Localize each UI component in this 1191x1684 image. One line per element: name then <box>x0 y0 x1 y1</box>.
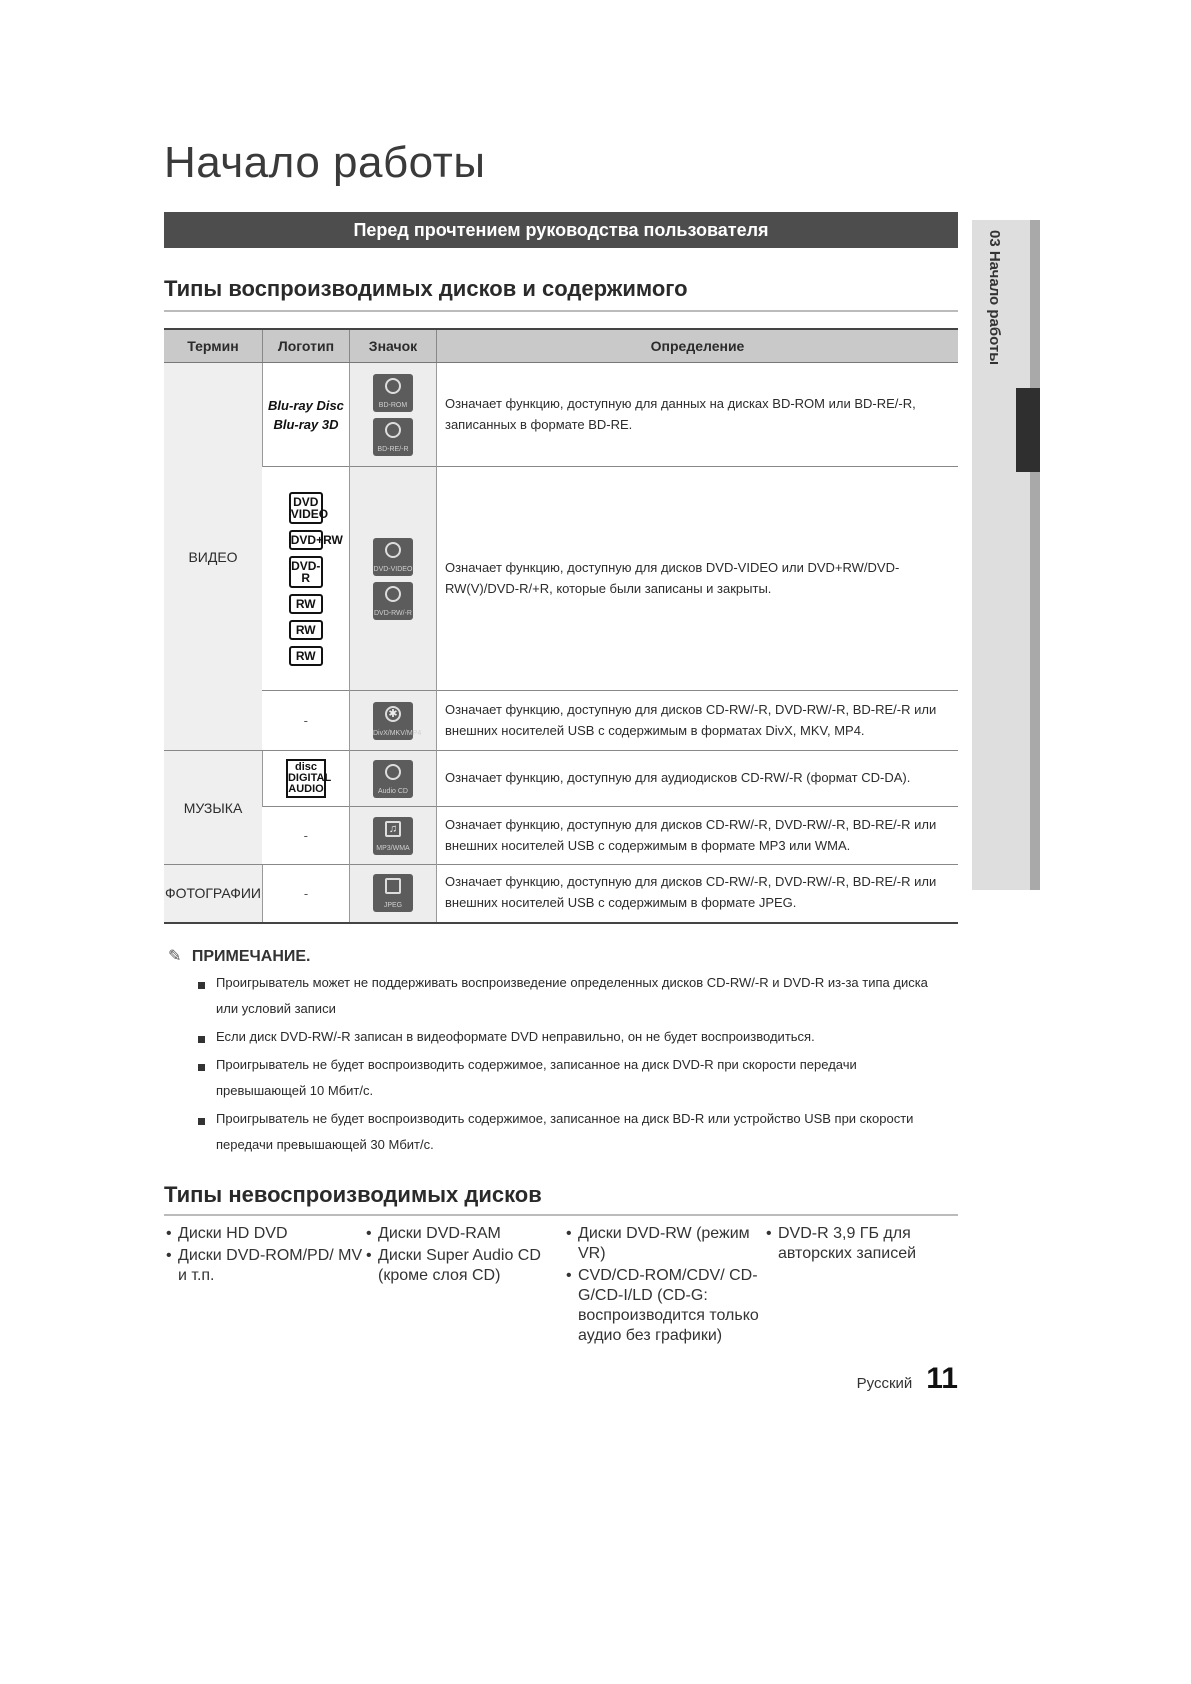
table-header-row <box>164 329 958 363</box>
bluray-logo: Blu-ray Disc <box>268 397 344 413</box>
list-item: • Диски HD DVD <box>164 1224 364 1244</box>
definition-mp3: Означает функцию, доступную для дисков CD-RW/-R, DVD-RW/-R, BD-RE/-R или внешних носителей USB с содержимым в формате MP3 или WMA. <box>436 807 958 865</box>
table-row <box>164 363 958 467</box>
term-photo: ФОТОГРАФИИ <box>164 865 262 923</box>
divx-icon-label: DivX/MKV/MP4 <box>372 729 422 737</box>
nonplayable-column-2 <box>364 1224 564 1348</box>
nonplayable-list <box>164 1224 958 1348</box>
term-music: МУЗЫКА <box>164 751 262 865</box>
definition-dvd: Означает функцию, доступную для дисков DVD-VIDEO или DVD+RW/DVD-RW(V)/DVD-R/+R, которые были записаны и закрыты. <box>436 467 958 691</box>
logo-none: - <box>262 807 349 865</box>
bluray-3d-logo: Blu-ray 3D <box>273 416 339 432</box>
jpeg-icon-label: JPEG <box>383 902 403 910</box>
disc-types-table <box>164 328 958 924</box>
table-row <box>164 751 958 807</box>
list-item: Проигрыватель может не поддерживать воспроизведение определенных дисков CD-RW/-R и DVD-R из-за типа диска или условий записи <box>196 970 946 1022</box>
bd-re-r-icon <box>373 418 413 456</box>
note-title: ПРИМЕЧАНИЕ. <box>191 948 311 965</box>
header-definition: Определение <box>436 329 958 363</box>
list-item: Если диск DVD-RW/-R записан в видеоформате DVD неправильно, он не будет воспроизводиться. <box>196 1024 946 1050</box>
table-row <box>164 691 958 751</box>
icon-cell <box>349 807 436 865</box>
audio-cd-icon-label: Audio CD <box>378 787 408 795</box>
dvd-video-logo: DVD VIDEO <box>289 492 323 524</box>
table-row <box>164 865 958 923</box>
icon-cell <box>349 363 436 467</box>
nonplayable-column-4 <box>764 1224 958 1348</box>
header-term: Термин <box>164 329 262 363</box>
section-band <box>164 212 958 248</box>
heading-rule <box>164 1214 958 1216</box>
dvd-video-icon <box>373 538 413 576</box>
list-item: • CVD/CD-ROM/CDV/ CD-G/CD-I/LD (CD-G: воспроизводится только аудио без графики) <box>564 1266 764 1346</box>
chapter-tab-marker <box>1016 388 1040 472</box>
music-note-icon: ♫ MP3/WMA <box>373 817 413 855</box>
divx-film-icon: ✱ DivX/MKV/MP4 <box>373 702 413 740</box>
page-number: 11 <box>926 1362 958 1395</box>
definition-bd: Означает функцию, доступную для данных на дисках BD-ROM или BD-RE/-R, записанных в формате BD-RE. <box>436 363 958 467</box>
dvd-video-icon-label: DVD-VIDEO <box>373 565 413 573</box>
heading-rule <box>164 310 958 312</box>
icon-cell <box>349 691 436 751</box>
definition-jpeg: Означает функцию, доступную для дисков CD-RW/-R, DVD-RW/-R, BD-RE/-R или внешних носителей USB с содержимым в формате JPEG. <box>436 865 958 923</box>
rw-logo: RW <box>289 646 323 666</box>
pencil-icon: ✎ <box>168 948 182 965</box>
list-item: • Диски DVD-RW (режим VR) <box>564 1224 764 1264</box>
table-row <box>164 467 958 691</box>
list-item: • Диски Super Audio CD (кроме слоя CD) <box>364 1246 564 1286</box>
chapter-tab-label: 03 Начало работы <box>986 230 1003 366</box>
compact-disc-logo: disc DIGITAL AUDIO <box>286 759 326 798</box>
dvd-rw-r-icon-label: DVD-RW/-R <box>373 609 412 617</box>
definition-divx: Означает функцию, доступную для дисков CD-RW/-R, DVD-RW/-R, BD-RE/-R или внешних носителей USB с содержимым в форматах DivX, MKV, MP4. <box>436 691 958 751</box>
list-item: Проигрыватель не будет воспроизводить содержимое, записанное на диск BD-R или устройство USB при скорости передачи превышающей 30 Мбит/с. <box>196 1106 946 1158</box>
audio-cd-icon <box>373 760 413 798</box>
table-row <box>164 807 958 865</box>
page-footer <box>857 1362 958 1396</box>
header-icon: Значок <box>349 329 436 363</box>
list-item: • DVD-R 3,9 ГБ для авторских записей <box>764 1224 958 1264</box>
bd-rom-icon-label: BD-ROM <box>378 401 408 409</box>
rw-logo: RW <box>289 594 323 614</box>
bd-rom-icon <box>373 374 413 412</box>
list-item: Проигрыватель не будет воспроизводить содержимое, записанное на диск DVD-R при скорости передачи превышающей 10 Мбит/с. <box>196 1052 946 1104</box>
page-title: Начало работы <box>164 138 486 187</box>
note-heading <box>168 946 311 966</box>
nonplayable-discs-heading: Типы невоспроизводимых дисков <box>164 1182 542 1207</box>
photo-icon <box>373 874 413 912</box>
list-item: • Диски DVD-RAM <box>364 1224 564 1244</box>
icon-cell <box>349 467 436 691</box>
mp3-icon-label: MP3/WMA <box>376 844 410 852</box>
logo-cell <box>262 363 349 467</box>
footer-language: Русский <box>856 1375 913 1392</box>
section-band-label: Перед прочтением руководства пользователя <box>353 219 769 240</box>
logo-cell <box>262 467 349 691</box>
term-video: ВИДЕО <box>164 363 262 751</box>
definition-audio-cd: Означает функцию, доступную для аудиодисков CD-RW/-R (формат CD-DA). <box>436 751 958 807</box>
logo-cell <box>262 751 349 807</box>
nonplayable-column-3 <box>564 1224 764 1348</box>
dvd-plus-rw-logo: DVD+RW <box>289 530 323 550</box>
playable-discs-heading: Типы воспроизводимых дисков и содержимого <box>164 276 688 301</box>
dvd-r-logo: DVD-R <box>289 556 323 588</box>
bd-re-r-icon-label: BD-RE/-R <box>377 445 409 453</box>
nonplayable-column-1 <box>164 1224 364 1348</box>
icon-cell <box>349 865 436 923</box>
note-list <box>196 970 946 1160</box>
logo-none: - <box>262 865 349 923</box>
header-logo: Логотип <box>262 329 349 363</box>
list-item: • Диски DVD-ROM/PD/ MV и т.п. <box>164 1246 364 1286</box>
dvd-rw-r-icon <box>373 582 413 620</box>
icon-cell <box>349 751 436 807</box>
logo-none: - <box>262 691 349 751</box>
chapter-side-tab <box>972 220 1040 890</box>
rw-logo: RW <box>289 620 323 640</box>
